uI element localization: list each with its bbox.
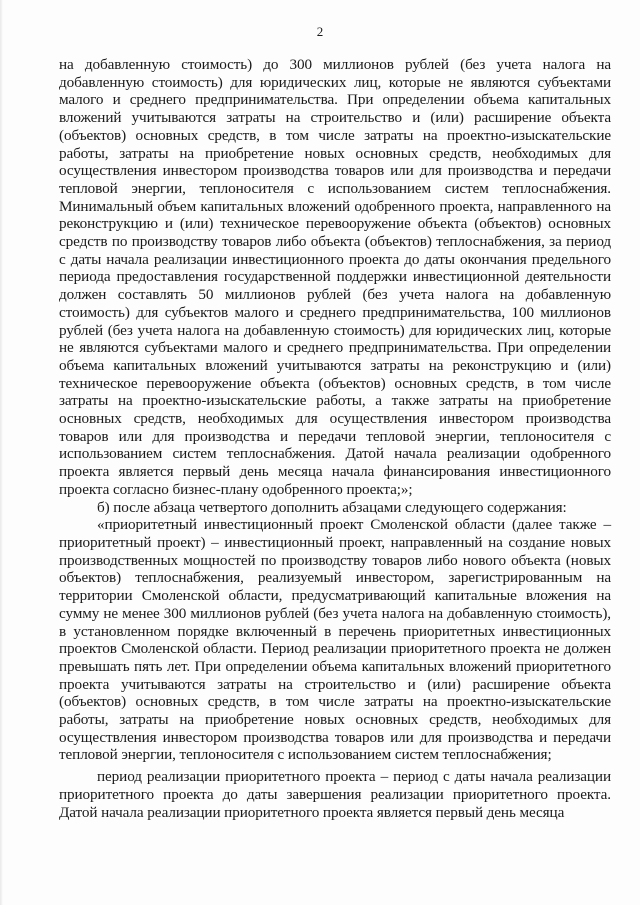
paragraph-continuation: на добавленную стоимость) до 300 миллионов рублей (без учета налога на добавленную стоимость) для юридических лиц, которые не являются субъектами малого и среднего предпринимательства. При определении объема капитальных вложений учитываются затраты на строительство и (или) расширение объекта (объектов) основных средств, в том числе затраты на проектно-изыскательские работы, затраты на приобретение новых основных средств, необходимых для осуществления инвестором производства товаров или для производства и передачи тепловой энергии, теплоносителя с использованием систем теплоснабжения. Минимальный объем капитальных вложений одобренного проекта, направленного на реконструкцию и (или) техническое перевооружение объекта (объектов) основных средств по производству товаров либо объекта (объектов) теплоснабжения, за период с даты начала реализации инвестиционного проекта до даты окончания предельного периода предоставления государственной поддержки инвестиционной деятельности должен составлять 50 миллионов рублей (без учета налога на добавленную стоимость) для субъектов малого и среднего предпринимательства, 100 миллионов рублей (без учета налога на добавленную стоимость) для юридических лиц, которые не являются субъектами малого и среднего предпринимательства. При определении объема капитальных вложений учитываются затраты на реконструкцию и (или) техническое перевооружение объекта (объектов) основных средств, в том числе затраты на проектно-изыскательские работы, а также затраты на приобретение основных средств, необходимых для осуществления инвестором производства товаров или для производства и передачи тепловой энергии, теплоносителя с использованием систем теплоснабжения. Датой начала реализации одобренного проекта является первый день месяца начала финансирования инвестиционного проекта согласно бизнес-плану одобренного проекта;»; — [59, 56, 611, 498]
paragraph-priority-project-definition: «приоритетный инвестиционный проект Смоленской области (далее также – приоритетный проект) – инвестиционный проект, направленный на создание новых производственных мощностей по производству товаров либо нового объекта (новых объектов) теплоснабжения, реализуемый инвестором, зарегистрированным на территории Смоленской области, предусматривающий капитальные вложения на сумму не менее 300 миллионов рублей (без учета налога на добавленную стоимость), в установленном порядке включенный в перечень приоритетных инвестиционных проектов Смоленской области. Период реализации приоритетного проекта не должен превышать пять лет. При определении объема капитальных вложений приоритетного проекта учитываются затраты на строительство и (или) расширение объекта (объектов) основных средств, в том числе затраты на проектно-изыскательские работы, затраты на приобретение новых основных средств, необходимых для осуществления инвестором производства товаров или для производства и передачи тепловой энергии, теплоносителя с использованием систем теплоснабжения; — [59, 516, 611, 764]
paragraph-priority-project-period: период реализации приоритетного проекта – период с даты начала реализации приоритетного проекта до даты завершения реализации приоритетного проекта. Датой начала реализации приоритетного проекта является первый день месяца — [59, 768, 611, 821]
page-number: 2 — [316, 24, 324, 39]
paragraph-amendment-b: б) после абзаца четвертого дополнить абзацами следующего содержания: — [97, 498, 567, 516]
document-body — [59, 56, 611, 821]
scan-edge-shadow — [0, 0, 3, 905]
